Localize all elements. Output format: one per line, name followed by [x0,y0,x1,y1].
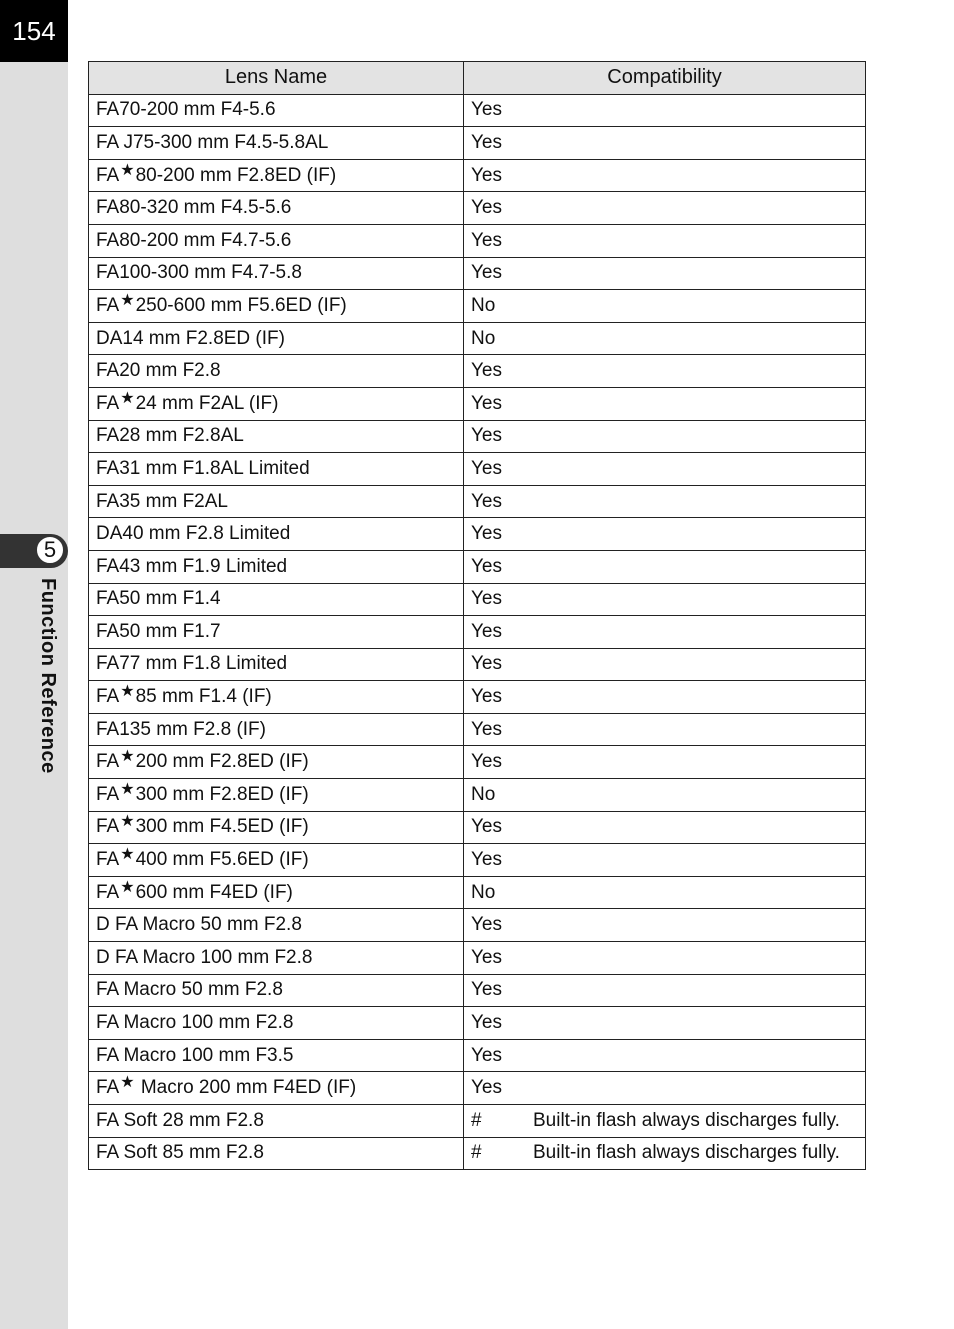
lens-name-cell [89,1105,464,1138]
star-icon: ★ [120,161,135,179]
compatibility-cell [464,583,866,616]
compatibility-cell [464,681,866,714]
lens-name-text: FA Soft 85 mm F2.8 [96,1142,264,1164]
table-row [89,713,866,746]
compatibility-cell [464,485,866,518]
lens-name-suffix: 85 mm F1.4 (IF) [135,686,272,708]
compatibility-value: Yes [471,229,502,251]
table-row [89,518,866,551]
compatibility-value: No [471,294,496,316]
lens-name-text: FA [96,816,120,838]
compatibility-value: Yes [471,686,502,708]
lens-name-text: FA [96,686,120,708]
lens-name-cell [89,159,464,192]
compatibility-note: Built-in flash always discharges fully. [533,1142,840,1164]
lens-name-cell [89,94,464,127]
lens-name-cell [89,779,464,812]
lens-name-text: FA Macro 50 mm F2.8 [96,979,283,1001]
lens-name-cell [89,942,464,975]
lens-name-text: FA J75-300 mm F4.5-5.8AL [96,131,329,153]
table-body [89,94,866,1170]
compatibility-value: Yes [471,392,502,414]
lens-name-text: FA [96,392,120,414]
table-row [89,224,866,257]
lens-name-text: FA35 mm F2AL [96,490,228,512]
header-lens-name: Lens Name [89,62,464,95]
lens-name-cell [89,583,464,616]
compatibility-value: Yes [471,914,502,936]
table-row [89,290,866,323]
star-icon: ★ [120,389,135,407]
lens-name-cell [89,420,464,453]
lens-name-suffix: 250-600 mm F5.6ED (IF) [135,294,347,316]
lens-name-text: FA Soft 28 mm F2.8 [96,1109,264,1131]
compatibility-cell [464,942,866,975]
lens-name-cell [89,648,464,681]
lens-name-cell [89,257,464,290]
lens-name-text: FA135 mm F2.8 (IF) [96,718,266,740]
table-row [89,811,866,844]
table-row [89,355,866,388]
lens-name-cell [89,192,464,225]
star-icon: ★ [120,748,135,766]
compatibility-cell [464,453,866,486]
lens-name-text: FA80-200 mm F4.7-5.6 [96,229,292,251]
compatibility-cell [464,420,866,453]
lens-name-text: FA50 mm F1.4 [96,588,221,610]
compatibility-value: Yes [471,653,502,675]
star-icon: ★ [120,878,135,896]
table-row [89,1007,866,1040]
compatibility-value: No [471,881,496,903]
lens-name-cell [89,322,464,355]
compatibility-cell [464,779,866,812]
compatibility-cell [464,550,866,583]
lens-name-text: FA [96,751,120,773]
lens-name-text: FA [96,164,120,186]
compatibility-value: Yes [471,197,502,219]
compatibility-value: Yes [471,588,502,610]
star-icon: ★ [120,813,135,831]
lens-name-text: FA70-200 mm F4-5.6 [96,99,276,121]
lens-name-cell [89,224,464,257]
header-compatibility: Compatibility [464,62,866,95]
lens-name-suffix: 300 mm F4.5ED (IF) [135,816,309,838]
table-row [89,1137,866,1170]
lens-name-cell [89,713,464,746]
compatibility-cell [464,224,866,257]
table-row [89,420,866,453]
lens-name-text: DA14 mm F2.8ED (IF) [96,327,285,349]
table-row [89,192,866,225]
lens-name-suffix: 300 mm F2.8ED (IF) [135,783,309,805]
lens-name-text: FA100-300 mm F4.7-5.8 [96,262,302,284]
chapter-number: 5 [35,535,65,565]
star-icon: ★ [120,291,135,309]
table-row [89,942,866,975]
table-row [89,257,866,290]
lens-name-text: FA80-320 mm F4.5-5.6 [96,197,292,219]
lens-name-text: FA [96,1077,120,1099]
table-row [89,681,866,714]
lens-name-text: FA Macro 100 mm F3.5 [96,1044,294,1066]
compatibility-value: Yes [471,1012,502,1034]
star-icon: ★ [120,683,135,701]
table-row [89,909,866,942]
table-row [89,1105,866,1138]
lens-name-suffix: 80-200 mm F2.8ED (IF) [135,164,337,186]
lens-name-text: FA Macro 100 mm F2.8 [96,1012,294,1034]
lens-name-cell [89,909,464,942]
lens-name-cell [89,1072,464,1105]
table-row [89,159,866,192]
lens-name-cell [89,355,464,388]
table-row [89,1039,866,1072]
table-row [89,94,866,127]
compatibility-value: Yes [471,555,502,577]
lens-name-cell [89,1137,464,1170]
compatibility-cell [464,713,866,746]
lens-name-cell [89,1039,464,1072]
compatibility-cell [464,518,866,551]
compatibility-cell [464,1007,866,1040]
compatibility-cell [464,355,866,388]
lens-name-suffix: 24 mm F2AL (IF) [135,392,279,414]
compatibility-cell [464,1072,866,1105]
lens-name-text: FA50 mm F1.7 [96,620,221,642]
compatibility-cell [464,1039,866,1072]
compatibility-value: No [471,327,496,349]
compatibility-value: Yes [471,262,502,284]
lens-name-cell [89,453,464,486]
table-row [89,876,866,909]
lens-name-cell [89,876,464,909]
compatibility-value: Yes [471,979,502,1001]
table-row [89,583,866,616]
table-row [89,974,866,1007]
table-row [89,127,866,160]
flash-note [471,1142,858,1164]
table-row [89,844,866,877]
compatibility-cell [464,1137,866,1170]
lens-name-cell [89,290,464,323]
lens-name-text: FA43 mm F1.9 Limited [96,555,288,577]
compatibility-value: Yes [471,490,502,512]
compatibility-cell [464,387,866,420]
compatibility-value: Yes [471,620,502,642]
star-icon: ★ [120,780,135,798]
compatibility-cell [464,844,866,877]
compatibility-value: Yes [471,99,502,121]
compatibility-value: Yes [471,457,502,479]
lens-name-cell [89,518,464,551]
lens-name-cell [89,681,464,714]
lens-name-text: FA28 mm F2.8AL [96,425,244,447]
table-row [89,453,866,486]
star-icon: ★ [120,1074,135,1092]
lens-name-cell [89,1007,464,1040]
star-icon: ★ [120,846,135,864]
lens-name-cell [89,616,464,649]
compatibility-cell [464,648,866,681]
compatibility-cell [464,127,866,160]
lens-name-suffix: 200 mm F2.8ED (IF) [135,751,309,773]
compatibility-cell [464,876,866,909]
compatibility-value: Yes [471,718,502,740]
table-row [89,1072,866,1105]
compatibility-value: Yes [471,1044,502,1066]
lens-name-cell [89,485,464,518]
lens-name-suffix: 600 mm F4ED (IF) [135,881,293,903]
compatibility-value: Yes [471,816,502,838]
compatibility-value: Yes [471,1077,502,1099]
page-number: 154 [0,0,68,62]
lens-name-text: FA [96,294,120,316]
compatibility-value: Yes [471,360,502,382]
table-row [89,550,866,583]
lens-name-cell [89,844,464,877]
compatibility-note: Built-in flash always discharges fully. [533,1109,840,1131]
lens-name-text: FA20 mm F2.8 [96,360,221,382]
lens-name-suffix: Macro 200 mm F4ED (IF) [135,1077,357,1099]
lens-name-cell [89,127,464,160]
chapter-title: Function Reference [37,578,59,774]
compatibility-cell [464,616,866,649]
compatibility-mark: # [471,1142,482,1164]
table-row [89,779,866,812]
table-row [89,648,866,681]
lens-name-text: D FA Macro 100 mm F2.8 [96,946,313,968]
compatibility-cell [464,322,866,355]
lens-name-text: FA [96,849,120,871]
lens-name-text: FA [96,783,120,805]
compatibility-value: Yes [471,946,502,968]
lens-name-cell [89,387,464,420]
compatibility-mark: # [471,1109,482,1131]
compatibility-value: Yes [471,849,502,871]
compatibility-value: Yes [471,751,502,773]
table-row [89,485,866,518]
lens-name-text: FA31 mm F1.8AL Limited [96,457,310,479]
compatibility-value: No [471,783,496,805]
compatibility-cell [464,192,866,225]
table-row [89,746,866,779]
lens-name-cell [89,550,464,583]
table-header-row [89,62,866,95]
compatibility-cell [464,257,866,290]
lens-name-text: D FA Macro 50 mm F2.8 [96,914,302,936]
lens-name-suffix: 400 mm F5.6ED (IF) [135,849,309,871]
lens-name-text: FA77 mm F1.8 Limited [96,653,288,675]
compatibility-value: Yes [471,523,502,545]
table-row [89,322,866,355]
compatibility-value: Yes [471,131,502,153]
table-row [89,616,866,649]
lens-name-text: FA [96,881,120,903]
compatibility-value: Yes [471,425,502,447]
flash-note [471,1110,858,1132]
compatibility-cell [464,746,866,779]
lens-compatibility-table [88,61,866,1170]
lens-name-cell [89,746,464,779]
compatibility-value: Yes [471,164,502,186]
compatibility-cell [464,811,866,844]
lens-name-text: DA40 mm F2.8 Limited [96,523,291,545]
compatibility-cell [464,290,866,323]
compatibility-cell [464,909,866,942]
compatibility-cell [464,94,866,127]
table-row [89,387,866,420]
compatibility-cell [464,974,866,1007]
compatibility-cell [464,159,866,192]
compatibility-cell [464,1105,866,1138]
lens-name-cell [89,974,464,1007]
lens-name-cell [89,811,464,844]
